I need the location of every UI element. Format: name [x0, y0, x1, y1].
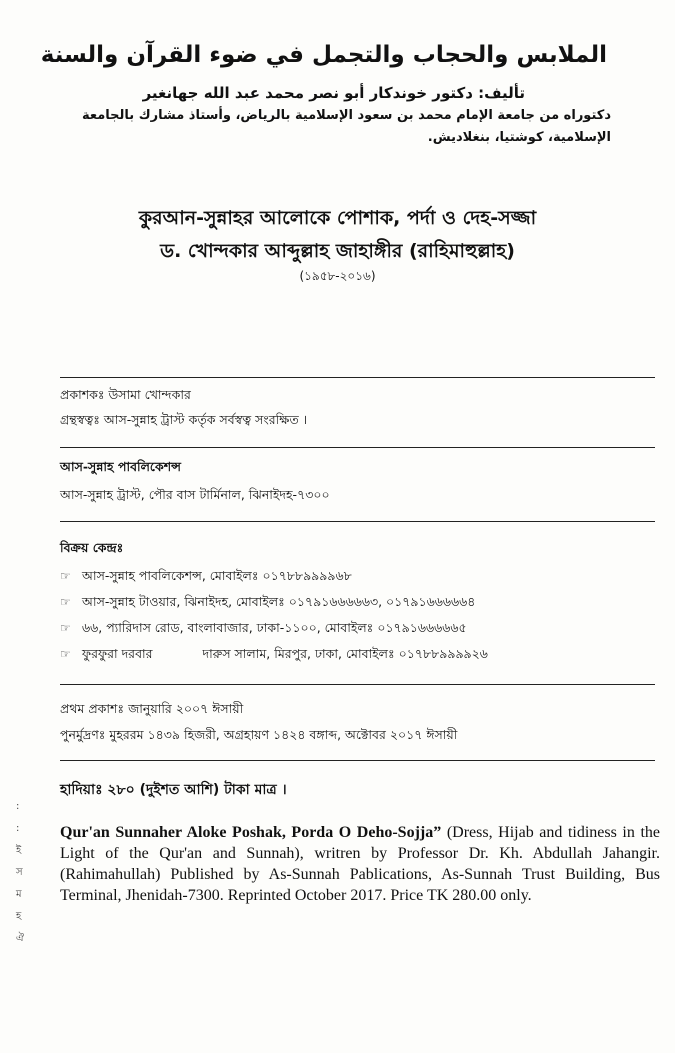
list-item: ☞ ৬৬, প্যারিদাস রোড, বাংলাবাজার, ঢাকা-১১০০, মোবাইলঃ ০১৭৯১৬৬৬৬৬৫ — [60, 620, 467, 635]
pointing-hand-icon: ☞ — [60, 595, 71, 609]
first-edition: প্রথম প্রকাশঃ জানুয়ারি ২০০৭ ঈসায়ী — [60, 701, 244, 716]
list-item: ☞ ফুরফুরা দরবার দারুস সালাম, মিরপুর, ঢাকা, মোবাইলঃ ০১৭৮৮৯৯৯৯২৬ — [60, 646, 488, 661]
bengali-title: কুরআন-সুন্নাহর আলোকে পোশাক, পর্দা ও দেহ-সজ্জা — [138, 207, 537, 229]
english-title: Qur'an Sunnaher Aloke Poshak, Porda O Deho-Sojja” — [60, 824, 442, 841]
arabic-author: تأليف: دكتور خوندكار أبو نصر محمد عبد الله جهانغير — [142, 84, 525, 102]
divider — [60, 684, 655, 685]
publisher-line: প্রকাশকঃ উসামা খোন্দকার — [60, 387, 191, 402]
copyright-line: গ্রন্থস্বত্বঃ আস-সুন্নাহ ট্রাস্ট কর্তৃক সর্বস্বত্ব সংরক্ষিত । — [60, 412, 308, 427]
publisher-name: আস-সুন্নাহ পাবলিকেশন্স — [60, 459, 181, 474]
list-item: ☞ আস-সুন্নাহ টাওয়ার, ঝিনাইদহ, মোবাইলঃ ০১৭৯১৬৬৬৬৬৩, ০১৭৯১৬৬৬৬৬৪ — [60, 594, 476, 609]
pointing-hand-icon: ☞ — [60, 647, 71, 661]
english-description — [60, 822, 660, 906]
arabic-degree-line1: دكتوراه من جامعة الإمام محمد بن سعود الإسلامية بالرياض، وأستاذ مشارك بالجامعة — [82, 108, 611, 123]
list-item: ☞ আস-সুন্নাহ পাবলিকেশন্স, মোবাইলঃ ০১৭৮৮৯৯৯৯৬৮ — [60, 568, 352, 583]
bengali-author: ড. খোন্দকার আব্দুল্লাহ জাহাঙ্গীর (রাহিমাহুল্লাহ) — [160, 240, 515, 262]
arabic-degree-line2: الإسلامية، كوشتيا، بنغلاديش. — [427, 130, 611, 145]
margin-marks: : : ই স ম হ ঐ — [16, 801, 25, 944]
reprint-edition: পুনর্মুদ্রণঃ মুহররম ১৪৩৯ হিজরী, অগ্রহায়ণ ১৪২৪ বঙ্গাব্দ, অক্টোবর ২০১৭ ঈসায়ী — [60, 727, 458, 742]
divider — [60, 377, 655, 378]
author-years: (১৯৫৮-২০১৬) — [299, 269, 376, 283]
arabic-title: الملابس والحجاب والتجمل في ضوء القرآن والسنة — [40, 42, 607, 68]
price-line: হাদিয়াঃ ২৮০ (দুইশত আশি) টাকা মাত্র । — [60, 782, 287, 798]
divider — [60, 760, 655, 761]
pointing-hand-icon: ☞ — [60, 621, 71, 635]
english-body: (Dress, Hijab and tidiness in the Light of the Qur'an and Sunnah), writren by Professor Dr. Kh. Abdullah Jahangir.(Rahimahullah) Published by As-Sunnah Pablications, As-Sunnah Trust Building, Bus Terminal, Jhenidah-7300. Reprinted October 2017. Price TK 280.00 only. — [60, 824, 660, 904]
publisher-address: আস-সুন্নাহ ট্রাস্ট, পৌর বাস টার্মিনাল, ঝিনাইদহ-৭৩০০ — [60, 487, 330, 502]
divider — [60, 447, 655, 448]
divider — [60, 521, 655, 522]
sales-heading: বিক্রয় কেন্দ্রঃ — [60, 540, 124, 555]
pointing-hand-icon: ☞ — [60, 569, 71, 583]
